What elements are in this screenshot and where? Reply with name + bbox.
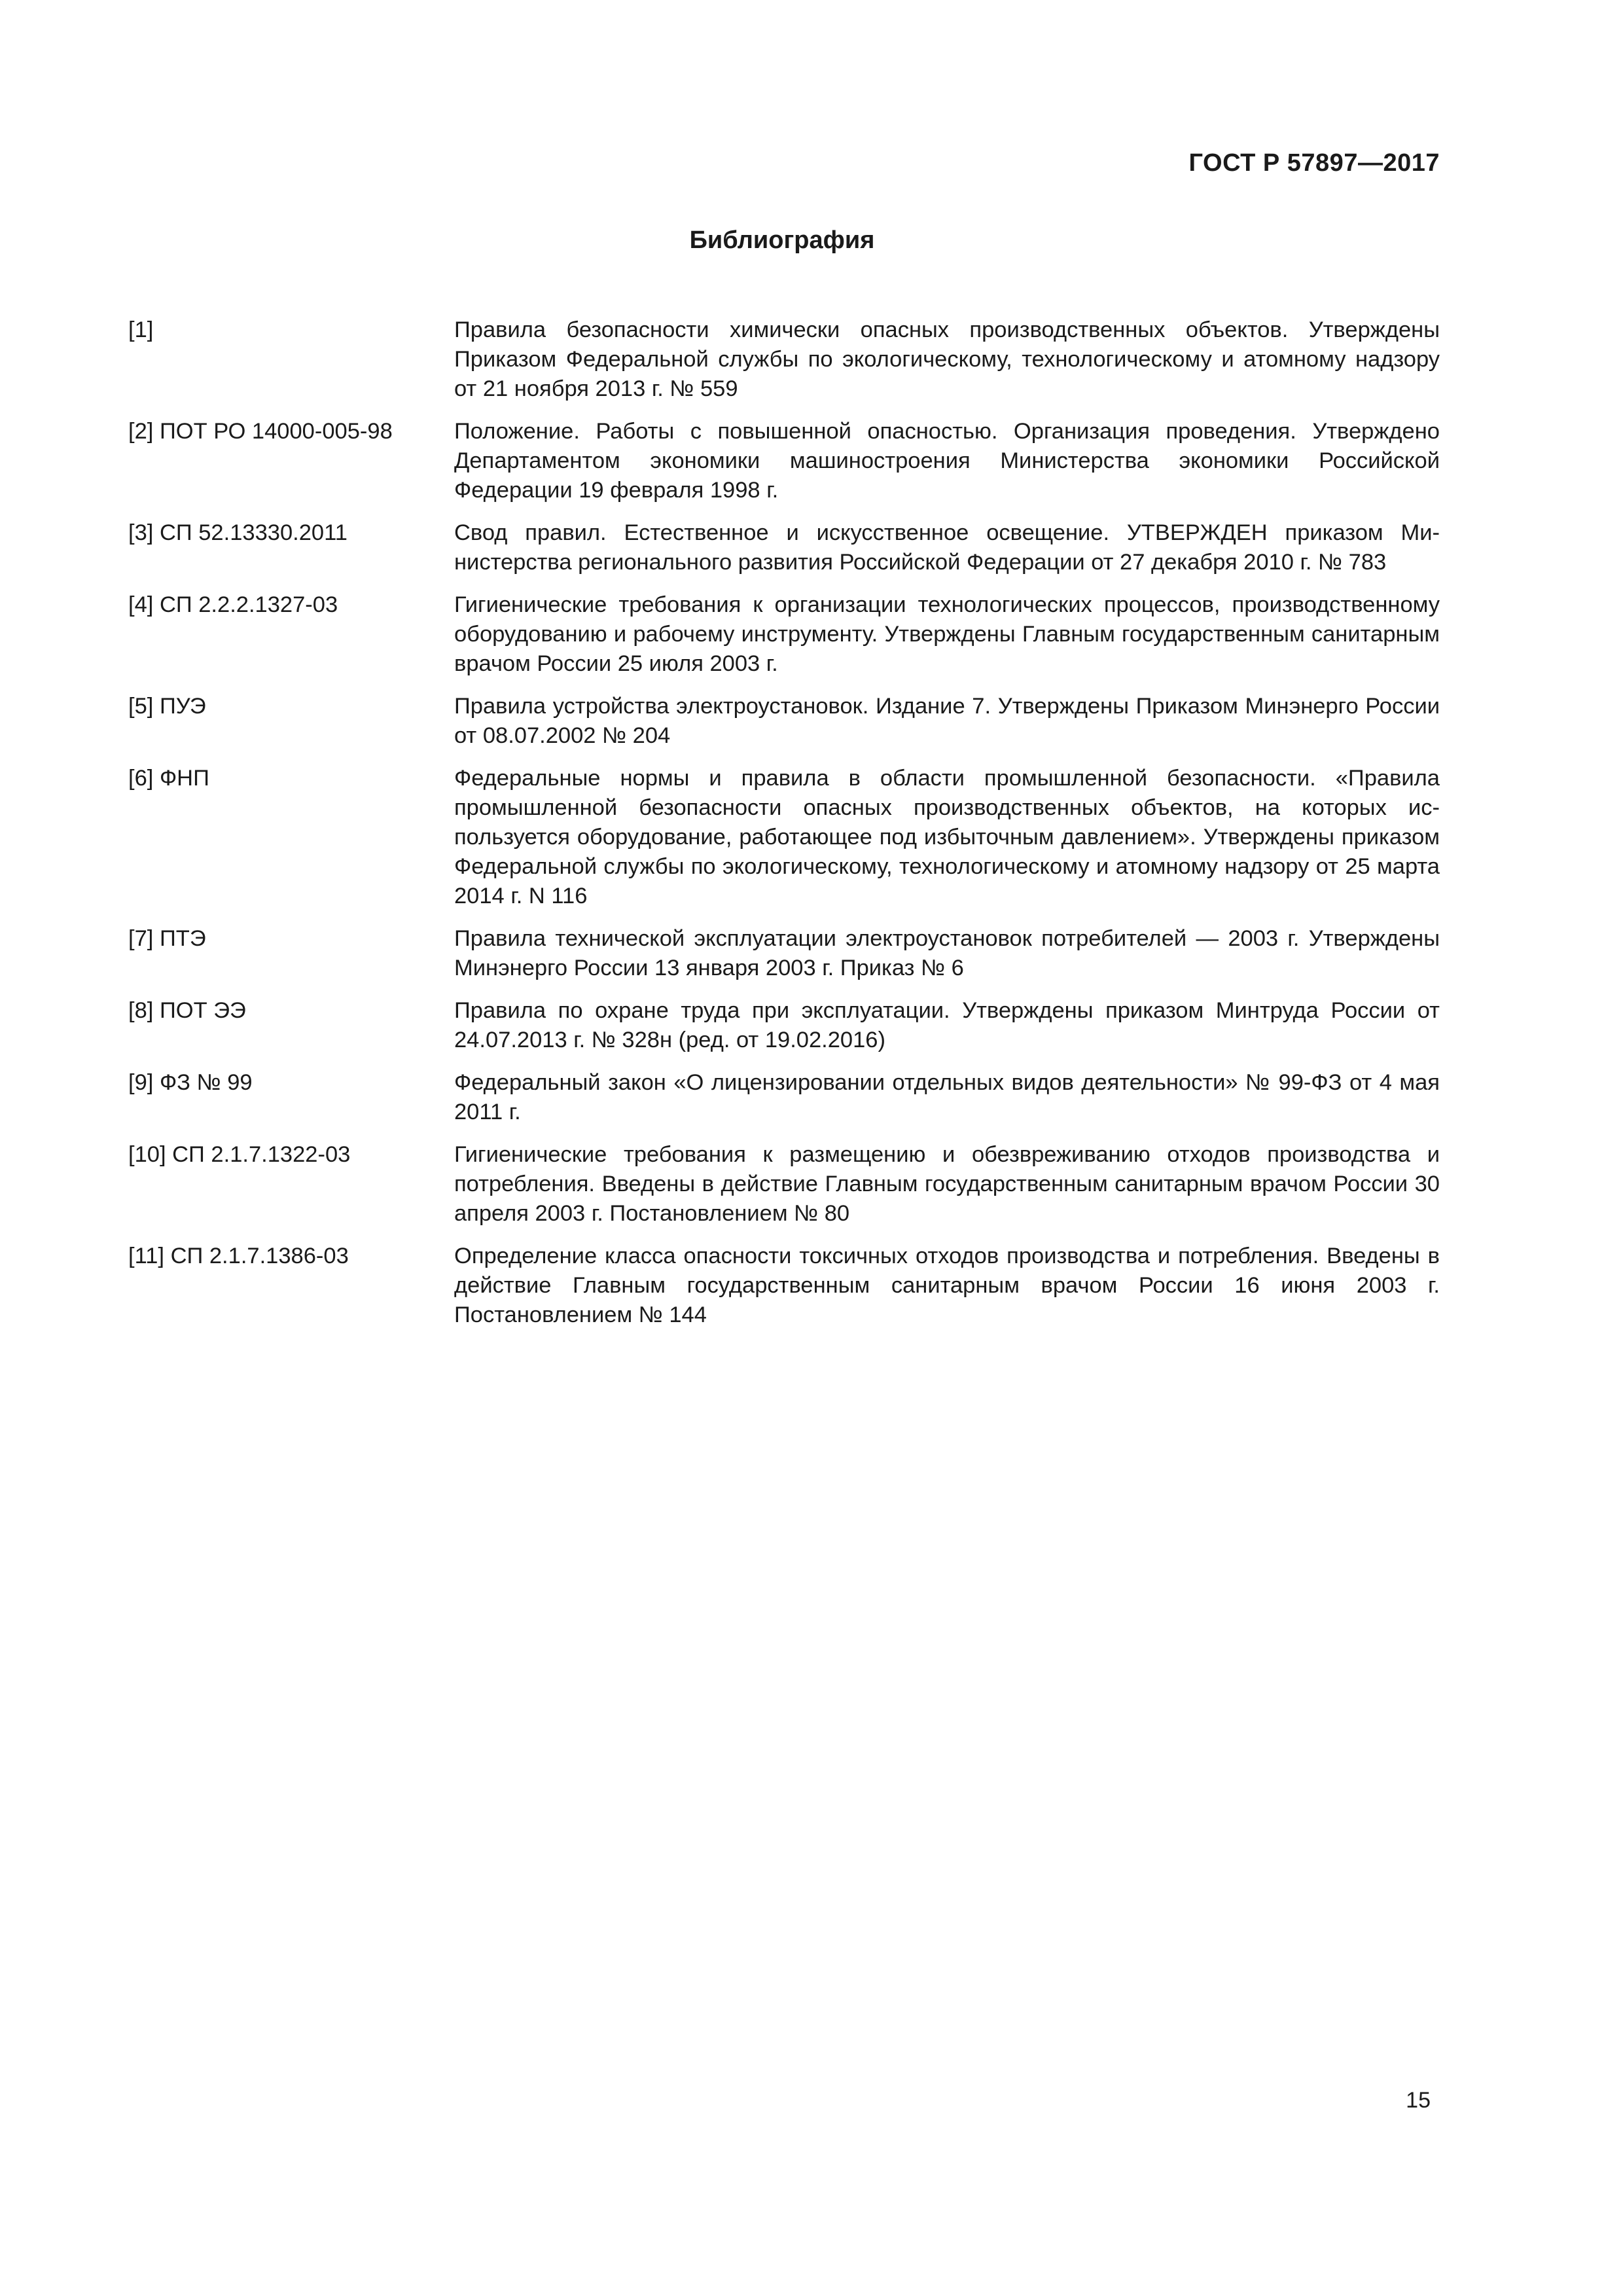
entry-description: Гигиенические требования к организации технологических процессов, производственному оборудованию и рабочему инструменту. Утверждены Главным государственным санитарным врачом России 25 июля 2003 г.	[454, 592, 1440, 676]
entry-description: Правила устройства электроустановок. Издание 7. Утверждены Приказом Минэнерго России от 08.07.2002 № 204	[454, 694, 1440, 748]
bibliography-entry	[128, 924, 1440, 983]
page-number: 15	[1406, 2088, 1431, 2113]
entry-reference: [8] ПОТ ЭЭ	[128, 998, 246, 1023]
bibliography-entry	[128, 1068, 1440, 1127]
entry-reference: [1]	[128, 317, 154, 342]
bibliography-entry	[128, 417, 1440, 505]
page-title: Библиография	[689, 226, 875, 254]
entry-reference: [10] СП 2.1.7.1322-03	[128, 1142, 351, 1167]
entry-description: Правила по охране труда при эксплуатации. Утверждены приказом Минтруда России от 24.07.2013 г. № 328н (ред. от 19.02.2016)	[454, 998, 1440, 1052]
document-code: ГОСТ Р 57897—2017	[1188, 149, 1440, 177]
entry-description: Правила безопасности химически опасных производственных объектов. Утверждены Приказом Федеральной службы по экологическому, технологическому и атомному надзору от 21 ноября 2013 г. № 559	[454, 317, 1440, 401]
bibliography-entry	[128, 692, 1440, 751]
entry-reference: [4] СП 2.2.2.1327-03	[128, 592, 338, 617]
bibliography-entry	[128, 996, 1440, 1055]
entry-reference: [2] ПОТ РО 14000-005-98	[128, 419, 393, 444]
bibliography-list	[128, 315, 1440, 1343]
bibliography-entry	[128, 518, 1440, 577]
bibliography-entry	[128, 1242, 1440, 1330]
bibliography-entry	[128, 1140, 1440, 1229]
bibliography-entry	[128, 590, 1440, 679]
entry-description: Федеральный закон «О лицензировании отдельных видов деятельности» № 99-ФЗ от 4 мая 2011 г.	[454, 1070, 1440, 1124]
entry-reference: [5] ПУЭ	[128, 694, 206, 719]
entry-reference: [3] СП 52.13330.2011	[128, 520, 348, 545]
entry-description: Гигиенические требования к размещению и обезвреживанию отходов производства и потребления. Введены в действие Главным государственным санитарным врачом России 30 апреля 2003 г. Постановлением № 80	[454, 1142, 1440, 1226]
bibliography-entry	[128, 764, 1440, 911]
entry-description: Определение класса опасности токсичных отходов производства и потребления. Введены в действие Главным государственным санитарным врачом России 16 июня 2003 г. Постановлением № 144	[454, 1244, 1440, 1327]
entry-description: Положение. Работы с повышенной опасностью. Организация проведения. Утверждено Департаментом экономики машиностроения Министерства экономики Российской Федерации 19 февраля 1998 г.	[454, 419, 1440, 503]
entry-reference: [6] ФНП	[128, 766, 209, 791]
entry-description: Правила технической эксплуатации электроустановок потребителей — 2003 г. Утверждены Минэнерго России 13 января 2003 г. Приказ № 6	[454, 926, 1440, 980]
entry-reference: [7] ПТЭ	[128, 926, 206, 951]
entry-reference: [9] ФЗ № 99	[128, 1070, 253, 1095]
bibliography-entry	[128, 315, 1440, 404]
entry-description: Свод правил. Естественное и искусственное освещение. УТВЕРЖДЕН приказом Министерства регионального развития Российской Федерации от 27 декабря 2010 г. № 783	[454, 520, 1440, 575]
entry-reference: [11] СП 2.1.7.1386-03	[128, 1244, 349, 1268]
entry-description: Федеральные нормы и правила в области промышленной безопасности. «Правила промышленной безопасности опасных производственных объектов, на которых используется оборудование, работающее под избыточным давлением». Утверждены приказом Федеральной службы по экологическому, технологическому и атомному надзору от 25 марта 2014 г. N 116	[454, 766, 1440, 908]
